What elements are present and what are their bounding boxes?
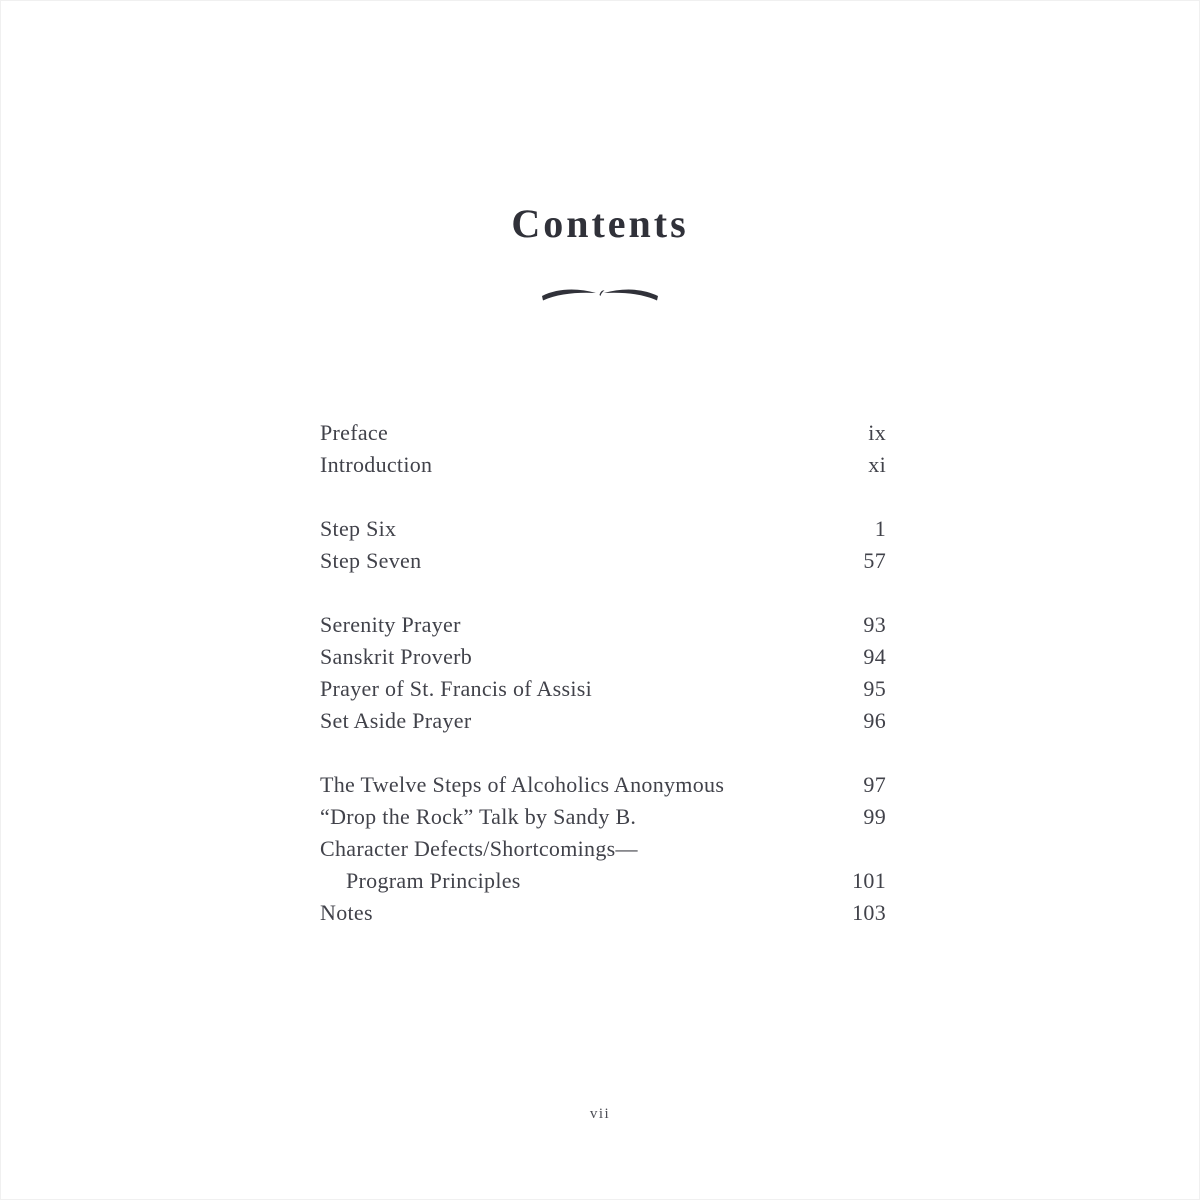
toc-entry-page-number: 1	[874, 516, 886, 541]
toc-entry-label: Serenity Prayer	[320, 612, 461, 637]
toc-entry	[320, 897, 886, 929]
toc-group	[320, 609, 886, 737]
toc-group	[320, 417, 886, 481]
toc-entry	[320, 513, 886, 545]
toc-entry-label: Prayer of St. Francis of Assisi	[320, 676, 593, 701]
toc-entry	[320, 705, 886, 737]
toc-entry	[320, 801, 886, 833]
page-title: Contents	[511, 201, 689, 246]
toc-entry	[320, 865, 886, 897]
toc-entry	[320, 417, 886, 449]
toc-entry-page-number: 57	[863, 548, 886, 573]
toc-entry-page-number: 95	[863, 676, 886, 701]
toc-group	[320, 513, 886, 577]
book-flourish-icon	[0, 281, 1200, 314]
toc-entry-page-number: 93	[863, 612, 886, 637]
toc-entry-label: Notes	[320, 900, 373, 925]
toc-entry-page-number: 101	[852, 868, 886, 893]
toc-entry-page-number: 96	[863, 708, 886, 733]
toc-entry	[320, 545, 886, 577]
toc-entry-page-number: 99	[863, 804, 886, 829]
toc-entry-label: Set Aside Prayer	[320, 708, 472, 733]
toc-entry-label: Sanskrit Proverb	[320, 644, 473, 669]
toc-entry-label: The Twelve Steps of Alcoholics Anonymous	[320, 772, 725, 797]
toc-entry-label: Introduction	[320, 452, 433, 477]
toc-entry-page-number: 103	[852, 900, 886, 925]
toc-entry	[320, 673, 886, 705]
toc-entry-label: Preface	[320, 420, 389, 445]
toc-entry-page-number: 97	[863, 772, 886, 797]
toc-group	[320, 769, 886, 929]
toc-entry-page-number: 94	[863, 644, 886, 669]
toc-entry	[320, 449, 886, 481]
toc-entry	[320, 769, 886, 801]
folio-page-number: vii	[589, 1106, 611, 1122]
toc-entry-label: Character Defects/Shortcomings—	[320, 836, 638, 861]
toc-entry-page-number: xi	[868, 452, 886, 477]
toc-entry	[320, 833, 886, 865]
toc-entry-label: Step Six	[320, 516, 397, 541]
toc-entry-label: “Drop the Rock” Talk by Sandy B.	[320, 804, 637, 829]
toc-entry-label: Step Seven	[320, 548, 422, 573]
toc-entry-page-number: ix	[868, 420, 886, 445]
toc-entry	[320, 609, 886, 641]
table-of-contents	[320, 417, 886, 961]
toc-entry-label: Program Principles	[346, 868, 521, 893]
toc-entry	[320, 641, 886, 673]
